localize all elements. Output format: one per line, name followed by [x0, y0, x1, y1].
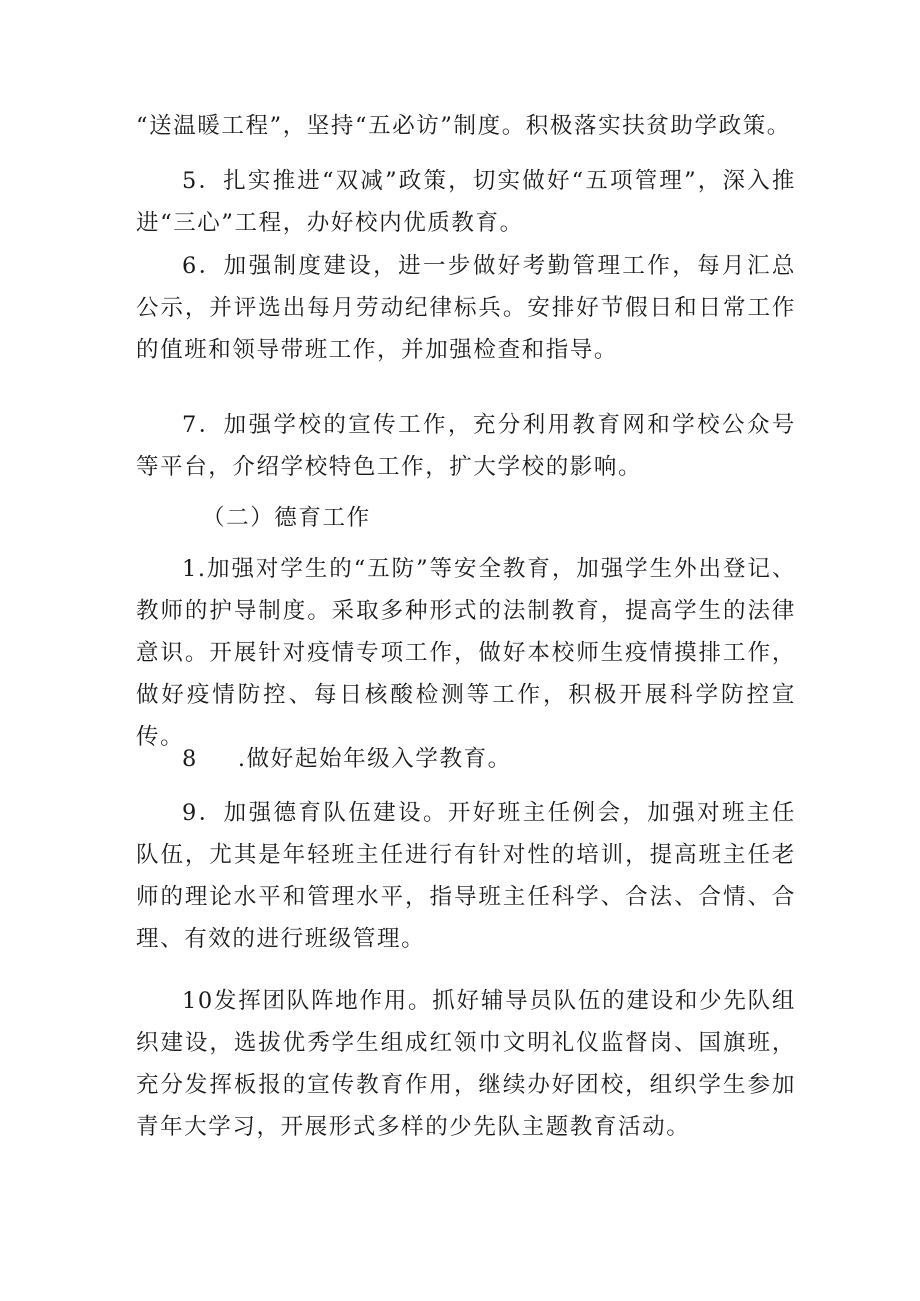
paragraph-moral-item-9: 9．加强德育队伍建设。开好班主任例会，加强对班主任队伍，尤其是年轻班主任进行有针对性的培训，提高班主任老师的理论水平和管理水平，指导班主任科学、合法、合情、合理、有效的进行班级管理。	[136, 800, 796, 952]
paragraph-moral-item-10: 10发挥团队阵地作用。抓好辅导员队伍的建设和少先队组织建设，选拔优秀学生组成红领巾文明礼仪监督岗、国旗班，充分发挥板报的宣传教育作用，继续办好团校，组织学生参加青年大学习，开展形式多样的少先队主题教育活动。	[136, 988, 796, 1140]
paragraph-moral-item-1: 1.加强对学生的“五防”等安全教育，加强学生外出登记、教师的护导制度。采取多种形式的法制教育，提高学生的法律意识。开展针对疫情专项工作，做好本校师生疫情摸排工作，做好疫情防控、每日核酸检测等工作，积极开展科学防控宣传。	[136, 556, 796, 750]
item-8-text: .做好起始年级入学教育。	[237, 746, 512, 772]
paragraph-item-6: 6．加强制度建设，进一步做好考勤管理工作，每月汇总公示，并评选出每月劳动纪律标兵。安排好节假日和日常工作的值班和领导带班工作，并加强检查和指导。	[136, 253, 796, 363]
paragraph-item-5: 5．扎实推进“双减”政策，切实做好“五项管理”，深入推进“三心”工程，办好校内优质教育。	[136, 168, 796, 236]
paragraph-item-7: 7．加强学校的宣传工作，充分利用教育网和学校公众号等平台，介绍学校特色工作，扩大学校的影响。	[136, 412, 796, 480]
item-8-number: 8	[182, 746, 198, 772]
paragraph-moral-item-8	[136, 738, 796, 780]
paragraph-continuation: “送温暖工程”，坚持“五必访”制度。积极落实扶贫助学政策。	[136, 113, 791, 139]
section-heading-moral-education: （二）德育工作	[202, 505, 371, 531]
